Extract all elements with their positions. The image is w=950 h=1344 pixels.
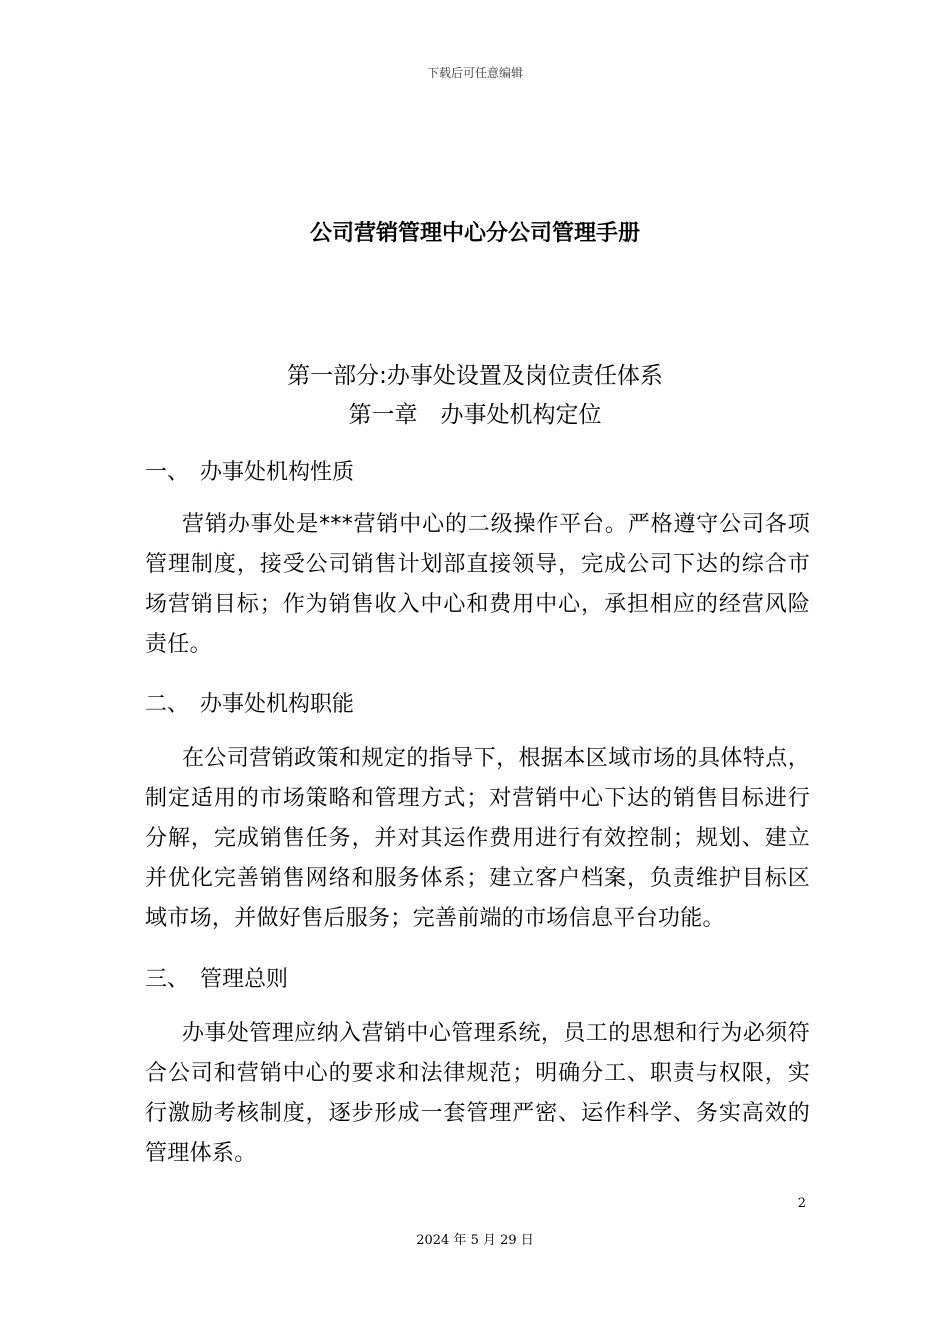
header-note: 下载后可任意编辑	[426, 66, 523, 80]
section-paragraph-functions: 在公司营销政策和规定的指导下，根据本区域市场的具体特点，制定适用的市场策略和管理方式；对营销中心下达的销售目标进行分解，完成销售任务，并对其运作费用进行有效控制；规划、建立并优化完善销售网络和服务体系；建立客户档案，负责维护目标区域市场，并做好售后服务；完善前端的市场信息平台功能。	[145, 746, 810, 931]
section-paragraph-nature: 营销办事处是***营销中心的二级操作平台。严格遵守公司各项管理制度，接受公司销售计划部直接领导，完成公司下达的综合市场营销目标；作为销售收入中心和费用中心，承担相应的经营风险责任。	[145, 512, 810, 657]
document-title: 公司营销管理中心分公司管理手册	[309, 221, 640, 246]
section-paragraph-general-rules: 办事处管理应纳入营销中心管理系统，员工的思想和行为必须符合公司和营销中心的要求和法律规范；明确分工、职责与权限，实行激励考核制度，逐步形成一套管理严密、运作科学、务实高效的管理体系。	[145, 1021, 810, 1166]
section-heading-nature: 一、 办事处机构性质	[145, 460, 355, 485]
section-heading-functions: 二、 办事处机构职能	[145, 692, 355, 717]
footer-date: 2024 年 5 月 29 日	[416, 1233, 534, 1248]
section-heading-general-rules: 三、 管理总则	[145, 967, 289, 992]
page-number: 2	[797, 1196, 806, 1211]
chapter-title: 第一章 办事处机构定位	[348, 402, 602, 428]
part-title: 第一部分:办事处设置及岗位责任体系	[287, 363, 663, 389]
